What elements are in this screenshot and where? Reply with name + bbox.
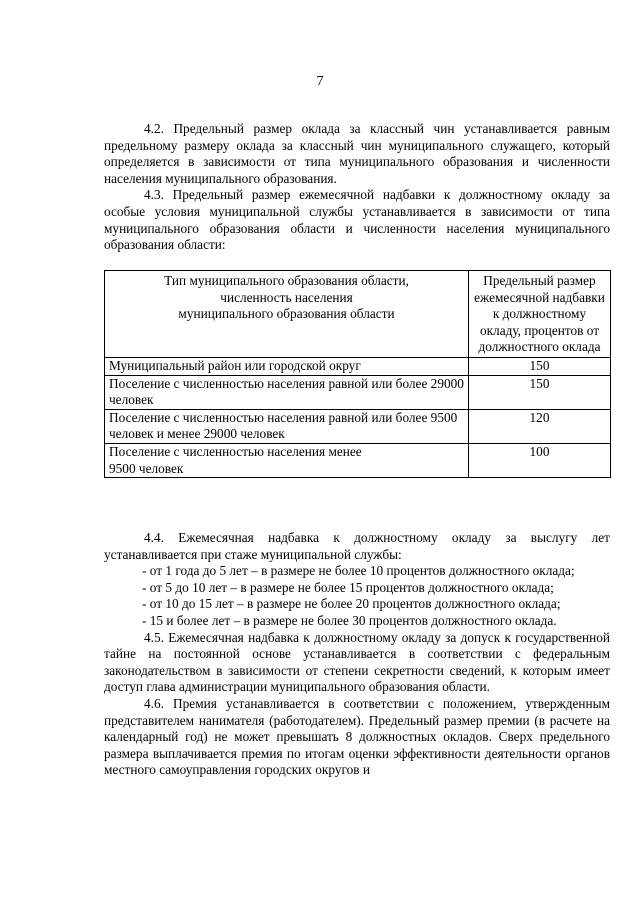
table-row: [105, 375, 611, 409]
table-header-row: [105, 271, 611, 358]
list-item: - от 5 до 10 лет – в размере не более 15 процентов должностного оклада;: [142, 579, 554, 595]
intro-text: [104, 121, 610, 254]
paragraph-4-2: 4.2. Предельный размер оклада за классный чин устанавливается равным предельному размеру оклада за классный чин муниципального служащего, который определяется в зависимости от типа муниципального образования и численности населения муниципального образования.: [104, 121, 610, 186]
table-cell-type: Поселение с численностью населения равной или более 9500 человек и менее 29000 человек: [105, 409, 469, 443]
paragraph-4-4: 4.4. Ежемесячная надбавка к должностному окладу за выслугу лет устанавливается при стаже муниципальной службы:: [104, 530, 610, 562]
list-item: - 15 и более лет – в размере не более 30 процентов должностного оклада.: [142, 612, 557, 628]
table-cell-value: 100: [469, 443, 611, 477]
table-cell-value: 120: [469, 409, 611, 443]
table-cell-type: Поселение с численностью населения равной или более 29000 человек: [105, 375, 469, 409]
paragraph-4-5: 4.5. Ежемесячная надбавка к должностному окладу за допуск к государственной тайне на постоянной основе устанавливается в соответствии с федеральным законодательством в зависимости от степени секретности сведений, к которым имеет доступ глава администрации муниципального образования области.: [104, 629, 610, 695]
paragraph-4-3: 4.3. Предельный размер ежемесячной надбавки к должностному окладу за особые условия муниципальной службы устанавливается в зависимости от типа муниципального образования области и численности населения муниципального образования области:: [104, 187, 610, 253]
table-row: [105, 357, 611, 375]
table-row: [105, 409, 611, 443]
table-cell-value: 150: [469, 375, 611, 409]
paragraph-4-6: 4.6. Премия устанавливается в соответствии с положением, утвержденным представителем нанимателя (работодателем). Предельный размер премии (в расчете на календарный год) не может превышать 8 должностных окладов. Сверх предельного размера выплачивается премия по итогам оценки эффективности деятельности органов местного самоуправления городских округов и: [104, 695, 610, 778]
table-row: [105, 443, 611, 477]
table-cell-type: Муниципальный район или городской округ: [105, 357, 469, 375]
table-cell-type: Поселение с численностью населения менее 9500 человек: [105, 443, 469, 477]
allowance-table: [104, 270, 611, 478]
table-header-limit: Предельный размер ежемесячной надбавки к должностному окладу, процентов от должностного оклада: [469, 271, 611, 358]
table-header-type: Тип муниципального образования области, численность населения муниципального образования области: [105, 271, 469, 358]
table-cell-value: 150: [469, 357, 611, 375]
page-number: 7: [316, 74, 324, 89]
body-text: [104, 530, 610, 779]
list-item: - от 10 до 15 лет – в размере не более 20 процентов должностного оклада;: [142, 596, 561, 612]
list-item: - от 1 года до 5 лет – в размере не более 10 процентов должностного оклада;: [142, 563, 575, 579]
